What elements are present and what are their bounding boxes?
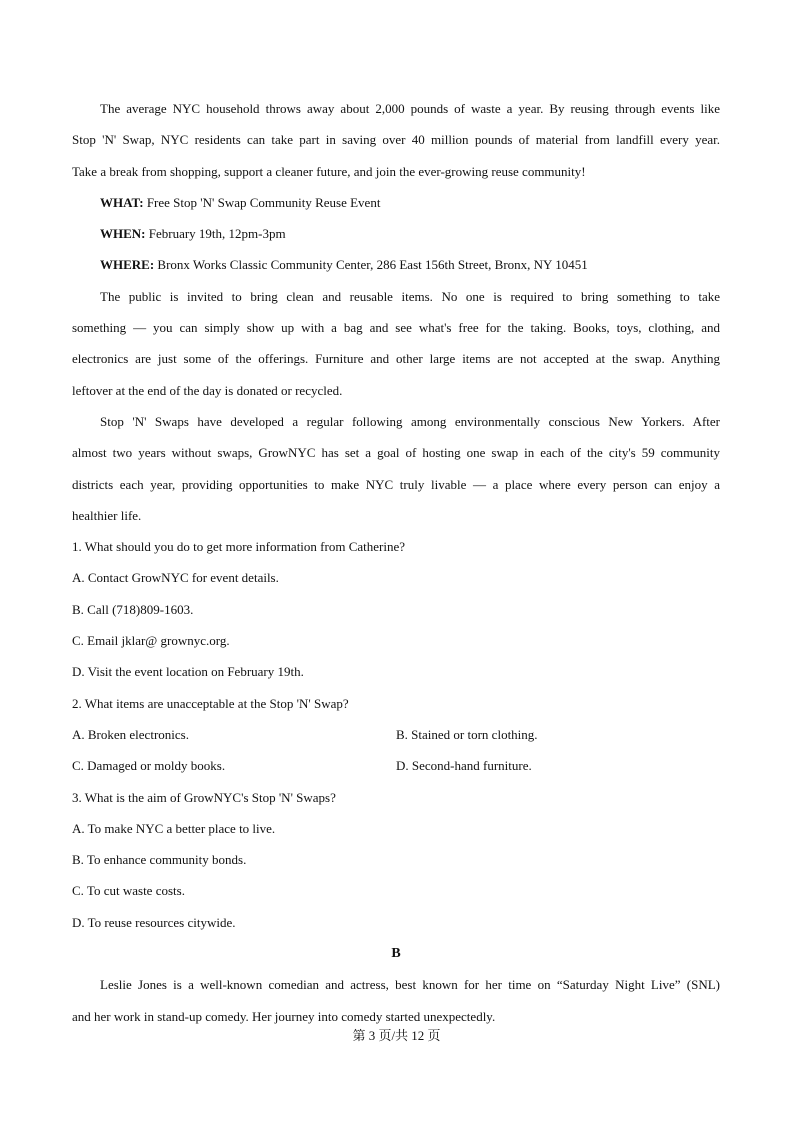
paragraph-line: districts each year, providing opportunities to make NYC truly livable — a place where every person can enjoy a [72,476,720,492]
question-stem: 2. What items are unacceptable at the Stop 'N' Swap? [72,695,349,711]
paragraph-line: electronics are just some of the offerings. Furniture and other large items are not accepted at the swap. Anything [72,351,720,367]
answer-option: A. To make NYC a better place to live. [72,820,276,836]
answer-row [72,719,720,750]
what-label: WHAT: [100,194,144,210]
paragraph-line: healthier life. [72,507,142,523]
answer-row [72,750,720,781]
answer-option: C. Damaged or moldy books. [72,758,226,774]
event-what [72,187,720,218]
answer-option: C. To cut waste costs. [72,883,185,899]
when-label: WHEN: [100,226,146,242]
section-heading: B [391,946,401,962]
answer-option: D. Visit the event location on February 19th. [72,664,304,680]
question-stem: 3. What is the aim of GrowNYC's Stop 'N' Swaps? [72,789,336,805]
paragraph-line: and her work in stand-up comedy. Her journey into comedy started unexpectedly. [72,1008,496,1024]
page-number-footer: 第 3 页/共 12 页 [352,1028,441,1043]
paragraph-line: Leslie Jones is a well-known comedian and actress, best known for her time on “Saturday Night Live” (SNL) [100,977,720,993]
answer-option: D. To reuse resources citywide. [72,914,236,930]
paragraph-line: leftover at the end of the day is donated or recycled. [72,382,343,398]
where-label: WHERE: [100,257,155,273]
answer-option: A. Broken electronics. [72,726,189,742]
what-value: Free Stop 'N' Swap Community Reuse Event [146,194,381,210]
answer-option: D. Second-hand furniture. [396,758,532,774]
paragraph-line: Stop 'N' Swaps have developed a regular following among environmentally conscious New Yorkers. After [100,413,720,429]
when-value: February 19th, 12pm-3pm [148,226,286,242]
answer-option: C. Email jklar@ grownyc.org. [72,633,230,649]
event-where [72,249,720,280]
paragraph-line: something — you can simply show up with a bag and see what's free for the taking. Books, toys, clothing, and [72,320,720,336]
question-stem: 1. What should you do to get more information from Catherine? [72,539,405,555]
event-when [72,218,720,249]
paragraph-line: The average NYC household throws away about 2,000 pounds of waste a year. By reusing through events like [100,101,720,116]
paragraph-line: almost two years without swaps, GrowNYC has set a goal of hosting one swap in each of the city's 59 community [72,445,720,461]
answer-option: A. Contact GrowNYC for event details. [72,570,279,586]
paragraph-line: Take a break from shopping, support a cleaner future, and join the ever-growing reuse community! [72,163,586,179]
answer-option: B. Stained or torn clothing. [396,726,538,742]
answer-option: B. Call (718)809-1603. [72,601,194,617]
paragraph-line: The public is invited to bring clean and reusable items. No one is required to bring something to take [100,288,720,304]
where-value: Bronx Works Classic Community Center, 286 East 156th Street, Bronx, NY 10451 [157,257,588,273]
answer-option: B. To enhance community bonds. [72,852,247,868]
paragraph-line: Stop 'N' Swap, NYC residents can take part in saving over 40 million pounds of material from landfill every year. [72,132,720,148]
document-page [72,93,720,1032]
